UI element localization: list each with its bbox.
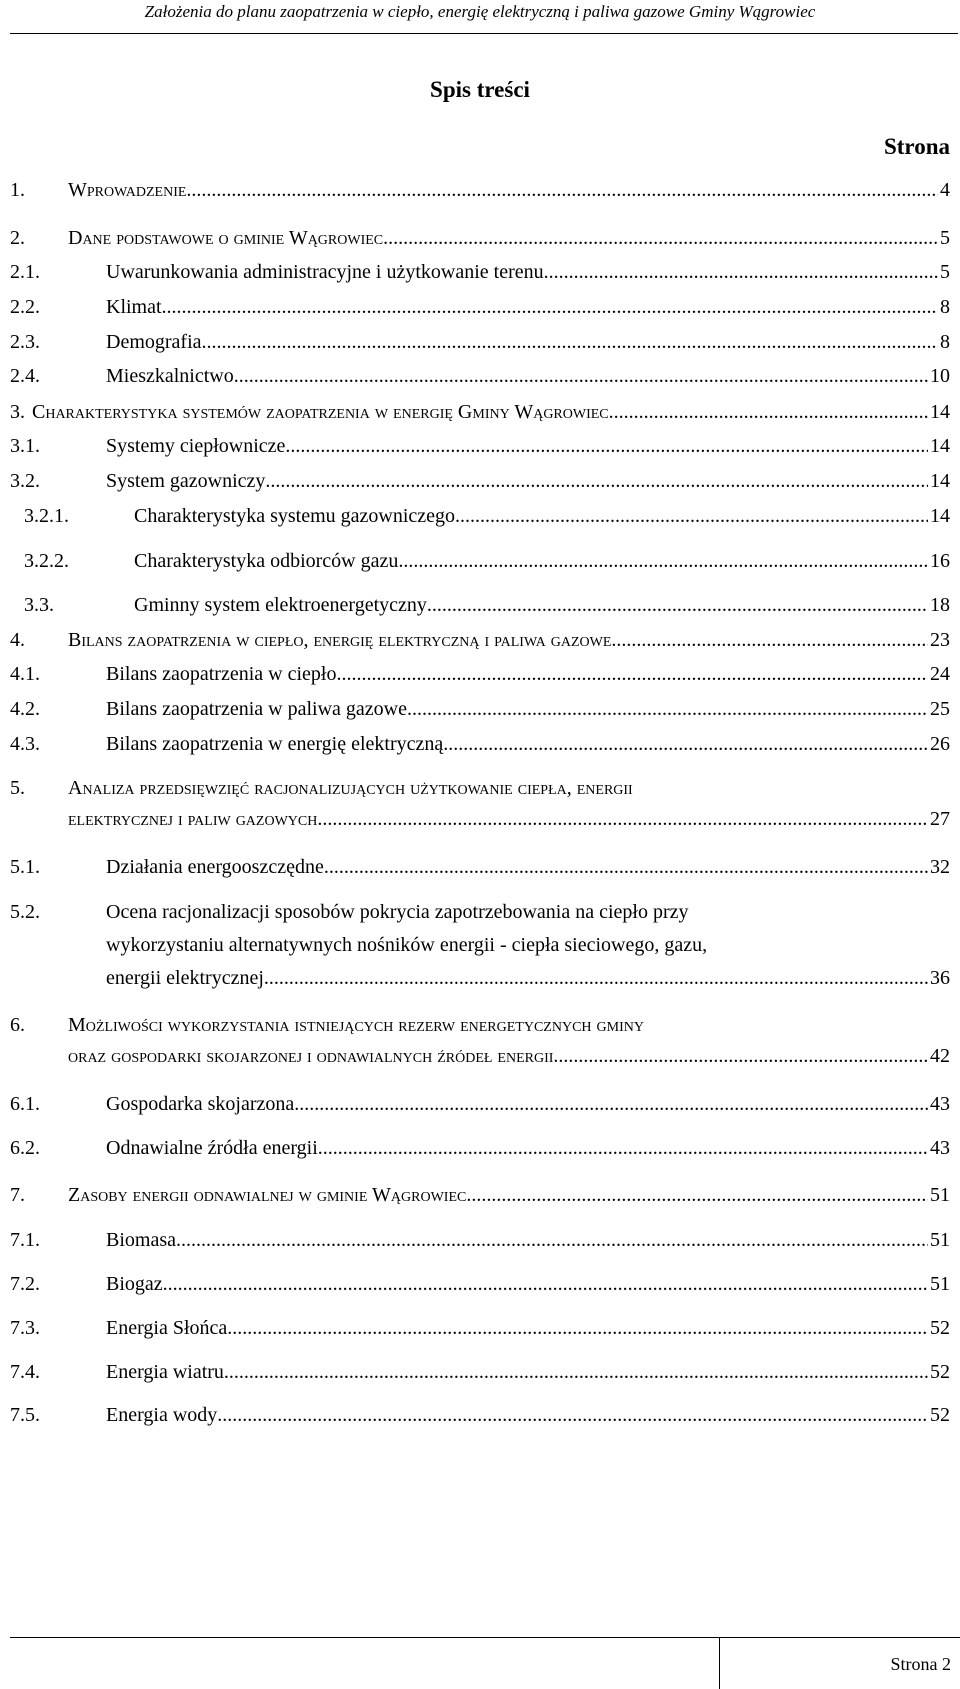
toc-entry-title: Zasoby energii odnawialnej w gminie Wągrowiec — [68, 1184, 467, 1206]
toc-entry-title: Uwarunkowania administracyjne i użytkowanie terenu — [106, 261, 544, 283]
toc-entry-title: Bilans zaopatrzenia w energię elektryczną — [106, 733, 444, 755]
toc-entry-page: 51 — [930, 1229, 950, 1251]
toc-entry-title: Gminny system elektroenergetyczny — [134, 594, 427, 616]
toc-entry-number: 4.1. — [10, 663, 40, 685]
toc-entry-page: 51 — [930, 1273, 950, 1295]
dot-leader — [443, 731, 928, 757]
toc-entry-title: Klimat — [106, 296, 162, 318]
footer-rule — [10, 1637, 720, 1638]
toc-entry-page: 24 — [930, 663, 950, 685]
dot-leader — [217, 1402, 928, 1428]
toc-entry-title-line: Ocena racjonalizacji sposobów pokrycia zapotrzebowania na ciepło przy — [106, 901, 689, 923]
toc-entry-2-1[interactable] — [10, 259, 950, 285]
toc-entry-page: 4 — [940, 179, 950, 201]
toc-entry-number: 1. — [10, 179, 25, 201]
dot-leader — [324, 854, 928, 880]
dot-leader — [383, 225, 938, 251]
toc-entry-page: 5 — [940, 227, 950, 249]
toc-entry-number: 2.3. — [10, 331, 40, 353]
toc-entry-5-1[interactable] — [10, 854, 950, 880]
toc-entry-title: Mieszkalnictwo — [106, 365, 234, 387]
toc-entry-page: 32 — [930, 856, 950, 878]
toc-entry-title: Bilans zaopatrzenia w paliwa gazowe — [106, 698, 407, 720]
toc-entry-title-line: wykorzystaniu alternatywnych nośników energii - ciepła sieciowego, gazu, — [106, 934, 708, 956]
toc-entry-page: 8 — [940, 331, 950, 353]
toc-entry-page: 14 — [930, 470, 950, 492]
toc-entry-3-1[interactable] — [10, 433, 950, 459]
toc-entry-page: 23 — [930, 629, 950, 651]
dot-leader — [176, 1227, 928, 1253]
toc-entry-number: 7.5. — [10, 1404, 40, 1426]
toc-entry-number: 2. — [10, 227, 25, 249]
toc-entry-number: 5. — [10, 777, 25, 799]
toc-entry-title: Gospodarka skojarzona — [106, 1093, 295, 1115]
dot-leader — [186, 177, 938, 203]
dot-leader — [407, 696, 928, 722]
toc-entry-number: 3.3. — [24, 594, 54, 616]
toc-entry-title: oraz gospodarki skojarzonej i odnawialnych źródeł energii — [68, 1045, 554, 1067]
toc-entry-2-4[interactable] — [10, 363, 950, 389]
page-column-label: Strona — [883, 134, 950, 159]
toc-entry-number: 6.1. — [10, 1093, 40, 1115]
dot-leader — [544, 259, 938, 285]
toc-entry-page: 10 — [930, 365, 950, 387]
toc-entry-title: Działania energooszczędne — [106, 856, 324, 878]
toc-entry-title: Biogaz — [106, 1273, 163, 1295]
toc-entry-page: 25 — [930, 698, 950, 720]
toc-entry-2[interactable] — [10, 225, 950, 251]
toc-entry-title: Energia wiatru — [106, 1361, 224, 1383]
toc-entry-number: 2.4. — [10, 365, 40, 387]
dot-leader — [162, 294, 938, 320]
toc-entry-page: 36 — [930, 967, 950, 989]
toc-entry-page: 14 — [930, 435, 950, 457]
toc-entry-page: 14 — [930, 401, 950, 423]
toc-entry-number: 7. — [10, 1184, 25, 1206]
toc-entry-page: 51 — [930, 1184, 950, 1206]
dot-leader — [163, 1271, 928, 1297]
toc-entry-page: 27 — [930, 808, 950, 830]
toc-entry-3-3[interactable] — [10, 592, 950, 618]
dot-leader — [609, 399, 928, 425]
toc-entry-title: Bilans zaopatrzenia w ciepło — [106, 663, 337, 685]
toc-entry-1[interactable] — [10, 177, 950, 203]
toc-entry-number: 7.4. — [10, 1361, 40, 1383]
toc-entry-7-2[interactable] — [10, 1271, 950, 1297]
footer-page-number: Strona 2 — [890, 1654, 951, 1674]
dot-leader — [202, 329, 938, 355]
toc-entry-number: 5.1. — [10, 856, 40, 878]
toc-entry-number: 3.1. — [10, 435, 40, 457]
toc-entry-page: 8 — [940, 296, 950, 318]
dot-leader — [611, 627, 928, 653]
toc-entry-6[interactable] — [10, 1012, 950, 1069]
toc-entry-page: 5 — [940, 261, 950, 283]
toc-entry-3-2-1[interactable] — [10, 503, 950, 529]
toc-entry-page: 26 — [930, 733, 950, 755]
toc-entry-7-3[interactable] — [10, 1315, 950, 1341]
toc-entry-title: Odnawialne źródła energii — [106, 1137, 318, 1159]
toc-entry-number: 6.2. — [10, 1137, 40, 1159]
toc-entry-number: 7.1. — [10, 1229, 40, 1251]
toc-entry-3-2[interactable] — [10, 468, 950, 494]
toc-entry-number: 7.2. — [10, 1273, 40, 1295]
toc-entry-page: 52 — [930, 1317, 950, 1339]
toc-entry-page: 43 — [930, 1137, 950, 1159]
toc-entry-6-2[interactable] — [10, 1135, 950, 1161]
toc-entry-number: 3.2.2. — [24, 550, 69, 572]
toc-entry-title: Charakterystyka odbiorców gazu — [134, 550, 399, 572]
dot-leader — [455, 503, 928, 529]
toc-entry-5[interactable] — [10, 775, 950, 832]
toc-entry-page: 16 — [930, 550, 950, 572]
toc-entry-page: 42 — [930, 1045, 950, 1067]
toc-entry-4-3[interactable] — [10, 731, 950, 757]
dot-leader — [398, 548, 928, 574]
toc-entry-title: Charakterystyka systemu gazowniczego — [134, 505, 456, 527]
toc-entry-number: 2.2. — [10, 296, 40, 318]
toc-entry-title: System gazowniczy — [106, 470, 266, 492]
toc-entry-number: 3.2.1. — [24, 505, 69, 527]
toc-entry-page: 18 — [930, 594, 950, 616]
dot-leader — [264, 965, 928, 991]
toc-entry-2-3[interactable] — [10, 329, 950, 355]
toc-entry-title: Energia wody — [106, 1404, 218, 1426]
toc-entry-title: Demografia — [106, 331, 202, 353]
toc-entry-7[interactable] — [10, 1182, 950, 1208]
toc-entry-title-line: Analiza przedsięwzięć racjonalizujących użytkowanie ciepła, energii — [68, 777, 633, 799]
toc-entry-page: 14 — [930, 505, 950, 527]
toc-entry-title: Biomasa — [106, 1229, 176, 1251]
dot-leader — [234, 363, 928, 389]
footer-page-box — [719, 1637, 960, 1689]
toc-entry-page: 52 — [930, 1404, 950, 1426]
toc-entry-5-2[interactable] — [10, 899, 950, 991]
toc-entry-number: 2.1. — [10, 261, 40, 283]
toc-entry-7-4[interactable] — [10, 1359, 950, 1385]
running-header-text: Założenia do planu zaopatrzenia w ciepło, energię elektryczną i paliwa gazowe Gminy Wągrowiec — [144, 2, 816, 21]
dot-leader — [336, 661, 928, 687]
dot-leader — [224, 1359, 928, 1385]
toc-entry-7-1[interactable] — [10, 1227, 950, 1253]
toc-entry-3[interactable] — [10, 399, 950, 425]
toc-entry-title: elektrycznej i paliw gazowych — [68, 808, 318, 830]
dot-leader — [427, 592, 928, 618]
toc-entry-title-line: Możliwości wykorzystania istniejących rezerw energetycznych gminy — [68, 1014, 644, 1036]
dot-leader — [265, 468, 928, 494]
dot-leader — [318, 1135, 928, 1161]
dot-leader — [285, 433, 928, 459]
toc-entry-number: 5.2. — [10, 901, 40, 923]
toc-entry-number: 4. — [10, 629, 25, 651]
toc-entry-7-5[interactable] — [10, 1402, 950, 1428]
toc-entry-title: Energia Słońca — [106, 1317, 228, 1339]
toc-entry-number: 4.2. — [10, 698, 40, 720]
toc-entry-title: Wprowadzenie — [68, 179, 187, 201]
toc-entry-title: Dane podstawowe o gminie Wągrowiec — [68, 227, 384, 249]
toc-entry-number: 3.2. — [10, 470, 40, 492]
toc-entry-4-1[interactable] — [10, 661, 950, 687]
toc-entry-4-2[interactable] — [10, 696, 950, 722]
toc-entry-title: Bilans zaopatrzenia w ciepło, energię elektryczną i paliwa gazowe — [68, 629, 612, 651]
toc-entry-title: Charakterystyka systemów zaopatrzenia w energię Gminy Wągrowiec — [32, 401, 609, 423]
toc-entry-number: 3. — [10, 401, 25, 423]
toc-entry-4[interactable] — [10, 627, 950, 653]
toc-entry-number: 4.3. — [10, 733, 40, 755]
toc-entry-6-1[interactable] — [10, 1091, 950, 1117]
toc-title: Spis treści — [430, 77, 530, 102]
dot-leader — [317, 806, 928, 832]
toc-entry-page: 43 — [930, 1093, 950, 1115]
toc-entry-3-2-2[interactable] — [10, 548, 950, 574]
toc-entry-number: 6. — [10, 1014, 25, 1036]
toc-entry-number: 7.3. — [10, 1317, 40, 1339]
toc-entry-title: energii elektrycznej — [106, 967, 264, 989]
dot-leader — [553, 1043, 928, 1069]
dot-leader — [294, 1091, 928, 1117]
toc-entry-title: Systemy ciepłownicze — [106, 435, 286, 457]
toc-entry-2-2[interactable] — [10, 294, 950, 320]
toc-entry-page: 52 — [930, 1361, 950, 1383]
dot-leader — [227, 1315, 928, 1341]
dot-leader — [466, 1182, 928, 1208]
